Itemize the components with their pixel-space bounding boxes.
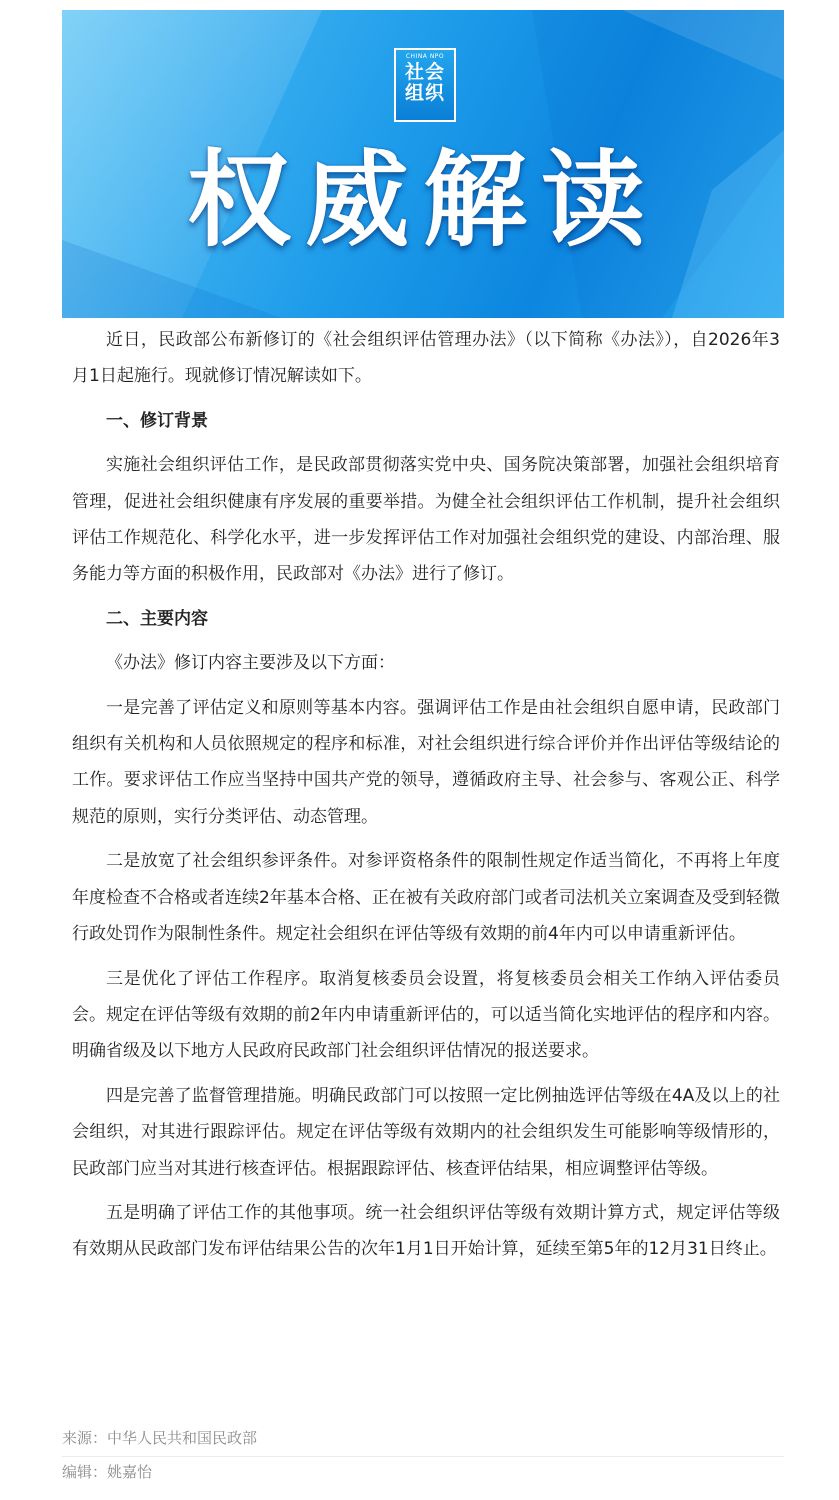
editor-line: 编辑：姚嘉怡 [62,1463,153,1481]
point-3-paragraph: 三是优化了评估工作程序。取消复核委员会设置，将复核委员会相关工作纳入评估委员会。规定在评估等级有效期的前2年内申请重新评估的，可以适当简化实地评估的程序和内容。明确省级及以下地方人民政府民政部门社会组织评估情况的报送要求。 [72,968,780,1062]
article-body [72,322,780,1268]
header-banner [62,10,784,318]
point-2-paragraph: 二是放宽了社会组织参评条件。对参评资格条件的限制性规定作适当简化，不再将上年度年度检查不合格或者连续2年基本合格、正在被有关政府部门或者司法机关立案调查及受到轻微行政处罚作为限制性条件。规定社会组织在评估等级有效期的前4年内可以申请重新评估。 [72,851,780,945]
point-5-paragraph: 五是明确了评估工作的其他事项。统一社会组织评估等级有效期计算方式，规定评估等级有效期从民政部门发布评估结果公告的次年1月1日开始计算，延续至第5年的12月31日终止。 [72,1202,780,1260]
source-line: 来源：中华人民共和国民政部 [62,1427,784,1457]
point-4-paragraph: 四是完善了监督管理措施。明确民政部门可以按照一定比例抽选评估等级在4A及以上的社会组织，对其进行跟踪评估。规定在评估等级有效期内的社会组织发生可能影响等级情形的，民政部门应当对其进行核查评估。根据跟踪评估、核查评估结果，相应调整评估等级。 [72,1085,780,1179]
social-org-logo [394,48,456,122]
point-1-paragraph: 一是完善了评估定义和原则等基本内容。强调评估工作是由社会组织自愿申请，民政部门组织有关机构和人员依照规定的程序和标准，对社会组织进行综合评价并作出评估等级结论的工作。要求评估工作应当坚持中国共产党的领导，遵循政府主导、社会参与、客观公正、科学规范的原则，实行分类评估、动态管理。 [72,697,780,827]
section-heading-background: 一、修订背景 [106,410,208,431]
logo-line-2: 组织 [404,82,445,104]
content-lead-paragraph: 《办法》修订内容主要涉及以下方面： [106,653,395,674]
banner-title: 权威解读 [186,139,659,261]
intro-paragraph: 近日，民政部公布新修订的《社会组织评估管理办法》（以下简称《办法》），自2026年3月1日起施行。现就修订情况解读如下。 [72,330,780,387]
section-heading-content: 二、主要内容 [106,608,208,629]
logo-small-text: CHINA NPO [405,53,445,60]
logo-line-1: 社会 [404,61,445,83]
background-paragraph: 实施社会组织评估工作，是民政部贯彻落实党中央、国务院决策部署，加强社会组织培育管理，促进社会组织健康有序发展的重要举措。为健全社会组织评估工作机制，提升社会组织评估工作规范化、科学化水平，进一步发挥评估工作对加强社会组织党的建设、内部治理、服务能力等方面的积极作用，民政部对《办法》进行了修订。 [72,455,780,585]
